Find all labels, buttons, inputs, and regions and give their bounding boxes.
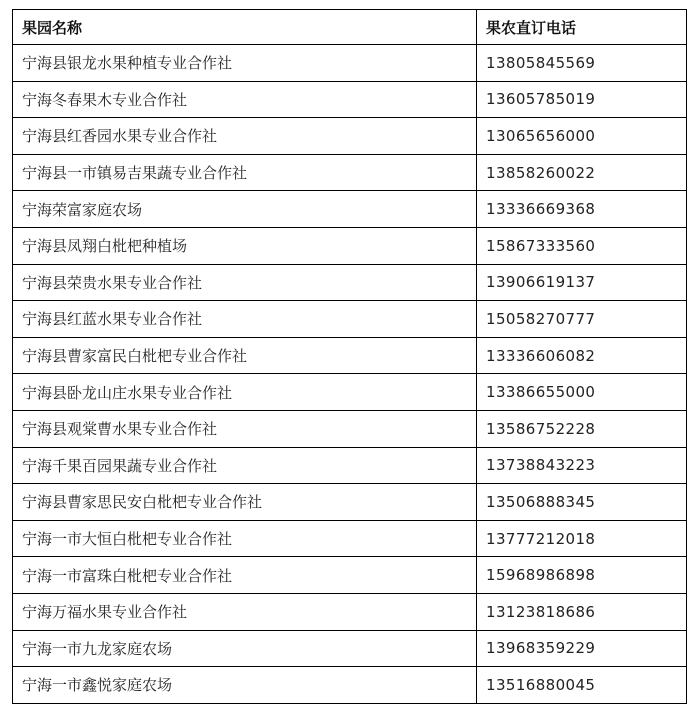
orchard-name-cell: 宁海县曹家富民白枇杷专业合作社: [13, 337, 477, 374]
table-header-row: [13, 10, 687, 45]
orchard-name-cell: 宁海一市大恒白枇杷专业合作社: [13, 520, 477, 557]
orchard-name-cell: 宁海千果百园果蔬专业合作社: [13, 447, 477, 484]
orchard-name-cell: 宁海县观棠曹水果专业合作社: [13, 410, 477, 447]
table-row: [13, 154, 687, 191]
column-header-phone: 果农直订电话: [477, 10, 687, 45]
orchard-contact-table-container: [12, 9, 686, 704]
phone-number-cell: 13386655000: [477, 374, 687, 411]
phone-number-cell: 15867333560: [477, 227, 687, 264]
phone-number-cell: 13123818686: [477, 593, 687, 630]
phone-number-cell: 13805845569: [477, 45, 687, 82]
orchard-name-cell: 宁海县曹家思民安白枇杷专业合作社: [13, 484, 477, 521]
table-row: [13, 447, 687, 484]
phone-number-cell: 13738843223: [477, 447, 687, 484]
phone-number-cell: 13336669368: [477, 191, 687, 228]
table-row: [13, 118, 687, 155]
table-row: [13, 337, 687, 374]
orchard-name-cell: 宁海县荣贵水果专业合作社: [13, 264, 477, 301]
orchard-name-cell: 宁海县银龙水果种植专业合作社: [13, 45, 477, 82]
phone-number-cell: 15968986898: [477, 557, 687, 594]
orchard-name-cell: 宁海一市九龙家庭农场: [13, 630, 477, 667]
table-row: [13, 630, 687, 667]
table-body: [13, 45, 687, 704]
table-row: [13, 374, 687, 411]
phone-number-cell: 15058270777: [477, 301, 687, 338]
phone-number-cell: 13777212018: [477, 520, 687, 557]
column-header-orchard-name: 果园名称: [13, 10, 477, 45]
phone-number-cell: 13858260022: [477, 154, 687, 191]
table-row: [13, 264, 687, 301]
orchard-name-cell: 宁海冬春果木专业合作社: [13, 81, 477, 118]
table-row: [13, 520, 687, 557]
phone-number-cell: 13906619137: [477, 264, 687, 301]
phone-number-cell: 13968359229: [477, 630, 687, 667]
phone-number-cell: 13586752228: [477, 410, 687, 447]
orchard-name-cell: 宁海荣富家庭农场: [13, 191, 477, 228]
phone-number-cell: 13605785019: [477, 81, 687, 118]
table-row: [13, 557, 687, 594]
phone-number-cell: 13516880045: [477, 667, 687, 704]
orchard-name-cell: 宁海一市富珠白枇杷专业合作社: [13, 557, 477, 594]
orchard-name-cell: 宁海县红香园水果专业合作社: [13, 118, 477, 155]
phone-number-cell: 13336606082: [477, 337, 687, 374]
phone-number-cell: 13506888345: [477, 484, 687, 521]
table-row: [13, 81, 687, 118]
orchard-contact-table: [12, 9, 687, 704]
orchard-name-cell: 宁海县卧龙山庄水果专业合作社: [13, 374, 477, 411]
table-row: [13, 45, 687, 82]
table-row: [13, 667, 687, 704]
phone-number-cell: 13065656000: [477, 118, 687, 155]
table-row: [13, 191, 687, 228]
orchard-name-cell: 宁海一市鑫悦家庭农场: [13, 667, 477, 704]
orchard-name-cell: 宁海县红蓝水果专业合作社: [13, 301, 477, 338]
table-row: [13, 410, 687, 447]
table-row: [13, 484, 687, 521]
orchard-name-cell: 宁海万福水果专业合作社: [13, 593, 477, 630]
table-row: [13, 301, 687, 338]
table-row: [13, 227, 687, 264]
orchard-name-cell: 宁海县凤翔白枇杷种植场: [13, 227, 477, 264]
table-row: [13, 593, 687, 630]
orchard-name-cell: 宁海县一市镇易吉果蔬专业合作社: [13, 154, 477, 191]
